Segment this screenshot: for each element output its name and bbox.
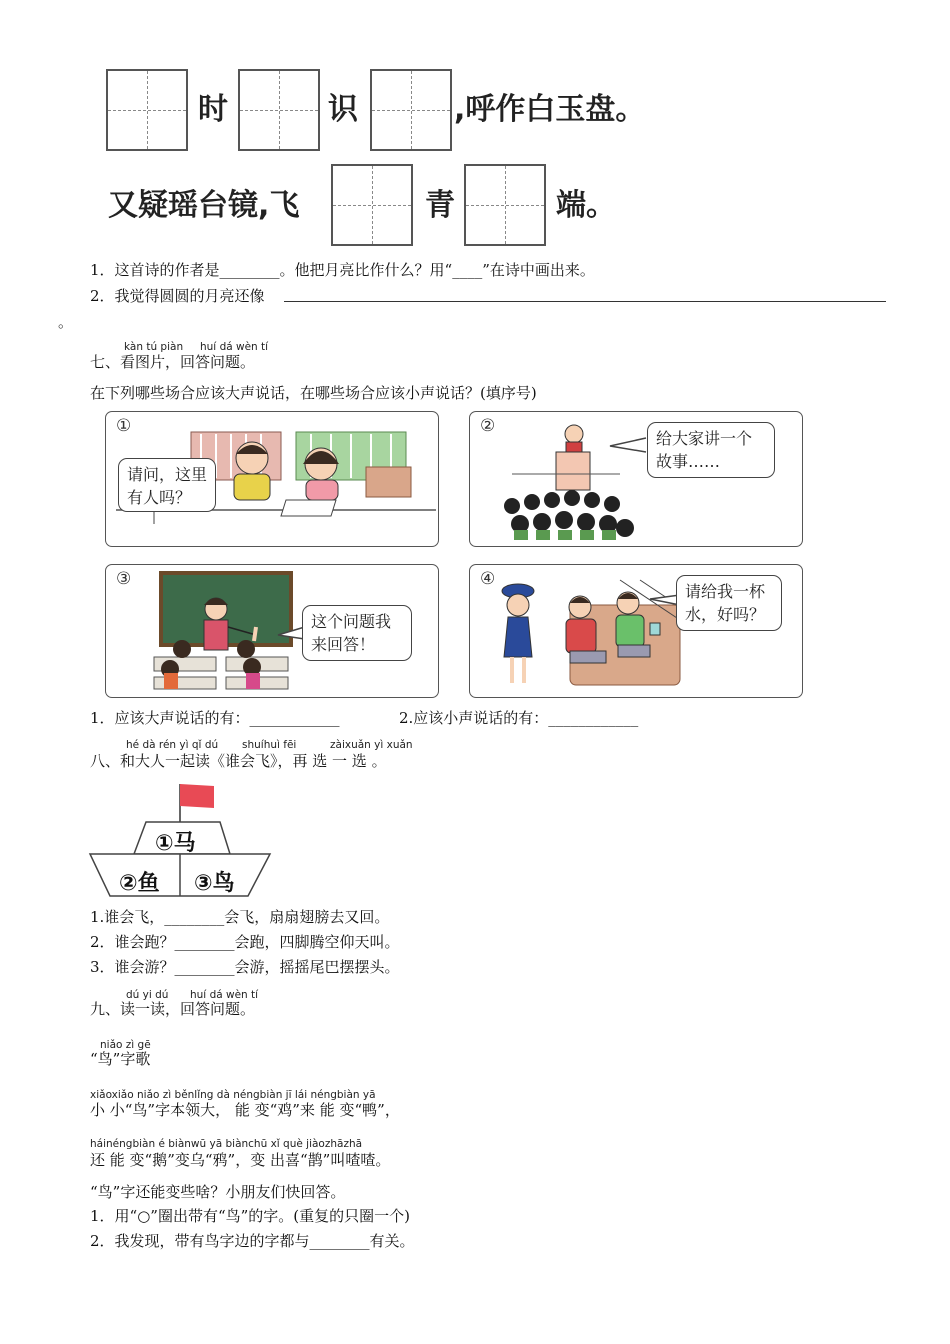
pinyin: zàixuǎn yì xuǎn <box>330 739 413 751</box>
writing-box-1[interactable] <box>106 69 188 151</box>
speech-bubble: 给大家讲一个 故事…… <box>647 422 775 478</box>
poem-char: 端。 <box>556 188 616 223</box>
pinyin: shuíhuì fēi <box>242 739 297 751</box>
pinyin: hé dà rén yì qǐ dú <box>126 739 219 751</box>
poem-line1-tail: ,呼作白玉盘。 <box>454 92 646 127</box>
pinyin: kàn tú piàn <box>124 341 184 353</box>
speech-bubble: 请给我一杯 水，好吗？ <box>676 575 782 631</box>
answer-line[interactable] <box>284 301 886 302</box>
writing-box-4[interactable] <box>331 164 413 246</box>
panel-number: ③ <box>116 569 132 589</box>
section-8-q1: 1.谁会飞，________会飞，扇扇翅膀去又回。 <box>90 908 390 926</box>
section-9-q2: 2．我发现，带有鸟字边的字都与________有关。 <box>90 1232 415 1250</box>
pinyin: huí dá wèn tí <box>190 989 259 1001</box>
song-title: “鸟”字歌 <box>90 1050 151 1068</box>
writing-box-5[interactable] <box>464 164 546 246</box>
section-8-q3: 3．谁会游？________会游，摇摇尾巴摆摆头。 <box>90 958 400 976</box>
song-question: “鸟”字还能变些啥？小朋友们快回答。 <box>90 1183 346 1201</box>
question-1: 1．这首诗的作者是________。他把月亮比作什么？用“____”在诗中画出来。 <box>90 261 595 279</box>
writing-box-3[interactable] <box>370 69 452 151</box>
boat-option-3: ③鸟 <box>194 871 235 896</box>
scene-panel-2 <box>469 411 803 547</box>
scene-panel-4 <box>469 564 803 698</box>
boat-option-1: ①马 <box>155 831 196 856</box>
pinyin: huí dá wèn tí <box>200 341 269 353</box>
poem-char: 青 <box>425 188 455 223</box>
song-line-1: 小 小“鸟”字本领大， 能 变“鸡”来 能 变“鸭”， <box>90 1101 400 1119</box>
poem-char: 时 <box>198 92 228 127</box>
section-8-heading: 八、和大人一起读《谁会飞》，再 选 一 选 。 <box>90 752 387 770</box>
section-7-answer-1: 1．应该大声说话的有：____________ <box>90 709 340 727</box>
section-7-instruction: 在下列哪些场合应该大声说话，在哪些场合应该小声说话？(填序号) <box>90 384 537 402</box>
section-9-q1: 1．用“○”圈出带有“鸟”的字。(重复的只圈一个) <box>90 1207 411 1225</box>
panel-number: ① <box>116 416 132 436</box>
writing-box-2[interactable] <box>238 69 320 151</box>
speech-bubble: 请问，这里 有人吗？ <box>118 458 216 512</box>
poem-line2-head: 又疑瑶台镜,飞 <box>108 188 300 223</box>
boat-option-2: ②鱼 <box>119 871 160 896</box>
section-7-heading: 七、看图片，回答问题。 <box>90 353 256 371</box>
section-8-q2: 2．谁会跑？________会跑，四脚腾空仰天叫。 <box>90 933 400 951</box>
speech-bubble: 这个问题我 来回答！ <box>302 605 412 661</box>
pinyin: dú yi dú <box>126 989 169 1001</box>
song-line-2: 还 能 变“鹅”变乌“鸦”，变 出喜“鹊”叫喳喳。 <box>90 1151 391 1169</box>
poem-char: 识 <box>328 92 358 127</box>
section-7-answer-2: 2.应该小声说话的有：____________ <box>399 709 639 727</box>
scene-panel-3 <box>105 564 439 698</box>
panel-number: ④ <box>480 569 496 589</box>
question-2-end: 。 <box>58 313 74 331</box>
section-9-heading: 九、读一读，回答问题。 <box>90 1000 256 1018</box>
scene-panel-1 <box>105 411 439 547</box>
pinyin: háinéngbiàn é biànwū yā biànchū xǐ què jiàozhāzhā <box>90 1138 363 1150</box>
question-2: 2．我觉得圆圆的月亮还像 <box>90 287 265 305</box>
pinyin: xiǎoxiǎo niǎo zì běnlǐng dà néngbiàn jī lái néngbiàn yā <box>90 1089 376 1101</box>
pinyin: niǎo zì gē <box>100 1039 151 1051</box>
panel-number: ② <box>480 416 496 436</box>
